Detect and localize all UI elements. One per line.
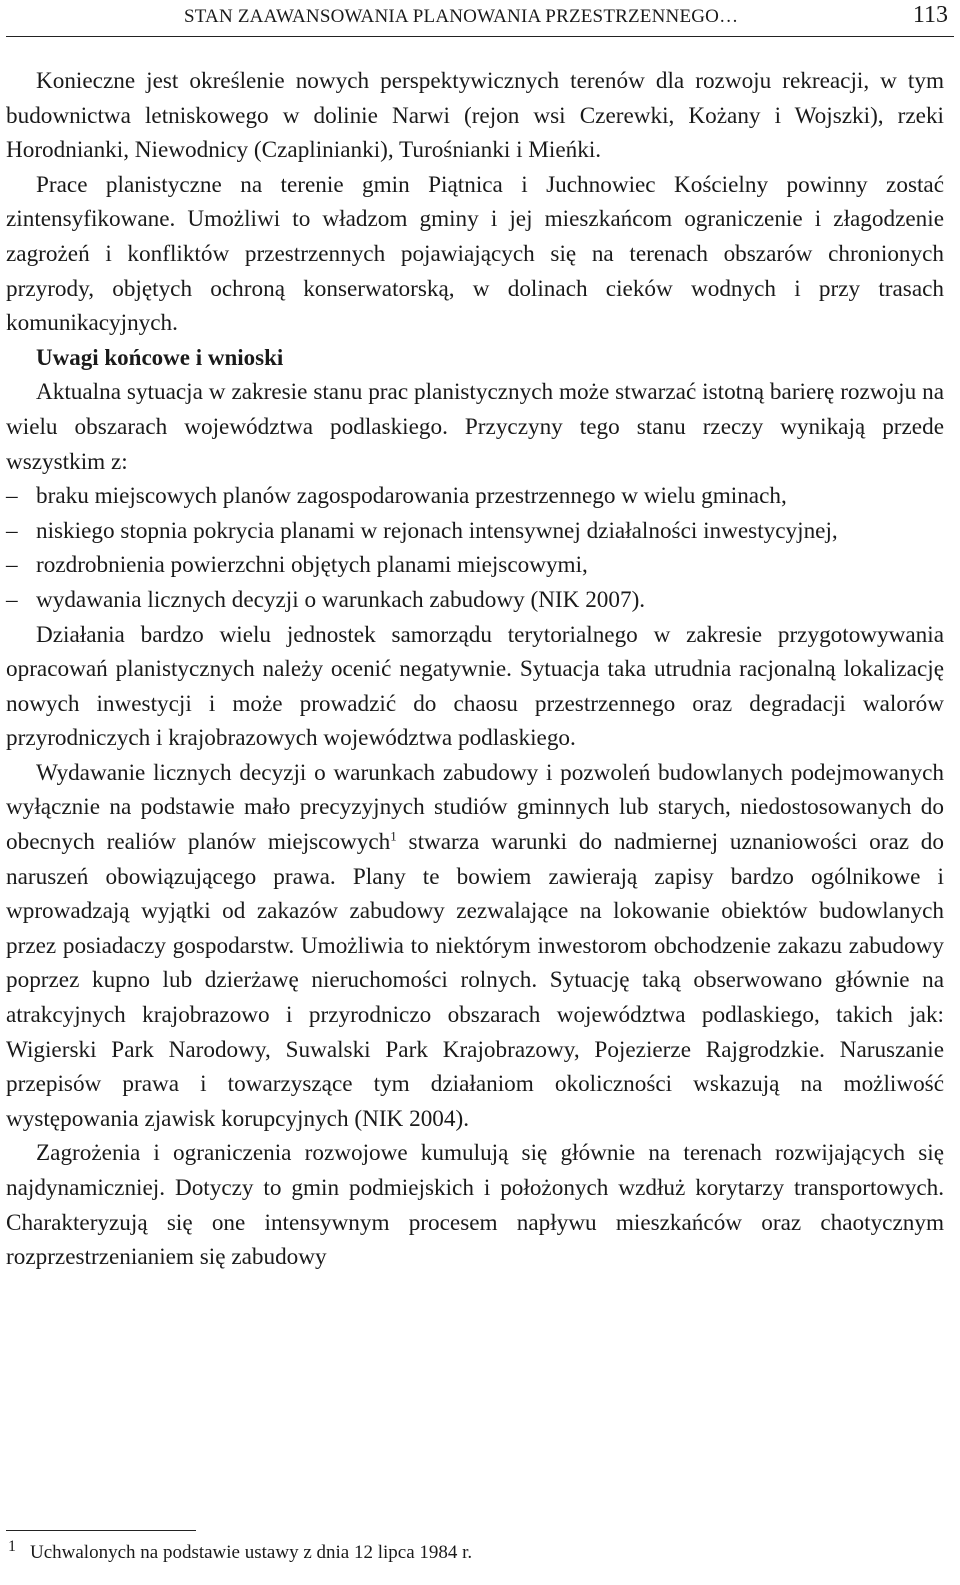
list-item [6, 514, 944, 549]
paragraph-threats: Zagrożenia i ograniczenia rozwojowe kumulują się głównie na terenach rozwijających się najdynamiczniej. Dotyczy to gmin podmiejskich i położonych wzdłuż korytarzy transportowych. Charakteryzują się one intensywnym procesem napływu mieszkańców oraz chaotycznym rozprzestrzenianiem się zabudowy [6, 1140, 944, 1271]
list-item-text: braku miejscowych planów zagospodarowania przestrzennego w wielu gminach, [36, 483, 787, 510]
footnote [8, 1538, 473, 1564]
page-header [6, 2, 954, 37]
list-item-text: rozdrobnienia powierzchni objętych planami miejscowymi, [36, 552, 588, 579]
list-item [6, 583, 944, 618]
footnote-mark: 1 [8, 1538, 16, 1555]
paragraph-decisions-part1: Wydawanie licznych decyzji o warunkach zabudowy i pozwoleń budowlanych podejmowanych wyłącznie na podstawie mało precyzyjnych studiów gminnych lub starych, niedostosowanych do obecnych realiów planów miejscowych [6, 759, 944, 856]
paragraph-decisions [6, 756, 944, 1137]
page-number: 113 [912, 2, 948, 28]
paragraph-intro: Aktualna sytuacja w zakresie stanu prac planistycznych może stwarzać istotną barierę rozwoju na wielu obszarach województwa podlaskiego. Przyczyny tego stanu rzeczy wynikają przede wszystkim z: [6, 379, 944, 475]
list-item-text: wydawania licznych decyzji o warunkach zabudowy (NIK 2007). [36, 586, 646, 613]
list-dash: – [6, 552, 18, 579]
paragraph-recreation: Konieczne jest określenie nowych perspektywicznych terenów dla rozwoju rekreacji, w tym budownictwa letniskowego w dolinie Narwi (rejon wsi Czerewki, Kożany i Wojszki), rzeki Horodnianki, Niewodnicy (Czaplinianki), Turośnianki i Mieńki. [6, 68, 944, 164]
list-item [6, 479, 944, 514]
footnote-text: Uchwalonych na podstawie ustawy z dnia 12 lipca 1984 r. [30, 1542, 473, 1563]
list-dash: – [6, 517, 18, 544]
list-dash: – [6, 483, 18, 510]
footnote-reference[interactable]: 1 [390, 828, 397, 844]
list-item [6, 548, 944, 583]
list-item-text: niskiego stopnia pokrycia planami w rejonach intensywnej działalności inwestycyjnej, [36, 517, 838, 544]
paragraph-planning-work: Prace planistyczne na terenie gmin Piątnica i Juchnowiec Kościelny powinny zostać zintensyfikowane. Umożliwi to władzom gminy i jej mieszkańcom ograniczenie i złagodzenie zagrożeń i konfliktów przestrzennych pojawiających się na terenach obszarów chronionych przyrody, objętych ochroną konserwatorską, w dolinach cieków wodnych i przy trasach komunikacyjnych. [6, 171, 944, 337]
paragraph-decisions-part2: stwarza warunki do nadmiernej uznaniowości oraz do naruszeń obowiązującego prawa. Plany te bowiem zawierają zapisy bardzo ogólnikowe i wprowadzają wyjątki od zakazów zabudowy zezwalające na lokowanie obiektów budowlanych przez posiadaczy gospodarstw. Umożliwia to niektórym inwestorom obchodzenie zakazu zabudowy poprzez kupno lub dzierżawę nieruchomości rolnych. Sytuację taką obserwowano głównie na atrakcyjnych krajobrazowo i przyrodniczo obszarach województwa podlaskiego, takich jak: Wigierski Park Narodowy, Suwalski Park Krajobrazowy, Pojezierze Rajgrodzkie. Naruszanie przepisów prawa i towarzyszące tym działaniom okoliczności wskazują na możliwość występowania zjawisk korupcyjnych (NIK 2004). [6, 829, 944, 1132]
paragraph-actions: Działania bardzo wielu jednostek samorządu terytorialnego w zakresie przygotowywania opracowań planistycznych należy ocenić negatywnie. Sytuacja taka utrudnia racjonalną lokalizację nowych inwestycji i może prowadzić do chaosu przestrzennego oraz degradacji walorów przyrodniczych i krajobrazowych województwa podlaskiego. [6, 621, 944, 752]
footnote-divider [6, 1530, 196, 1531]
running-head: STAN ZAAWANSOWANIA PLANOWANIA PRZESTRZENNEGO… [184, 6, 739, 27]
list-dash: – [6, 586, 18, 613]
section-heading: Uwagi końcowe i wnioski [36, 344, 284, 370]
body-text [6, 64, 944, 1275]
causes-list [6, 479, 944, 617]
